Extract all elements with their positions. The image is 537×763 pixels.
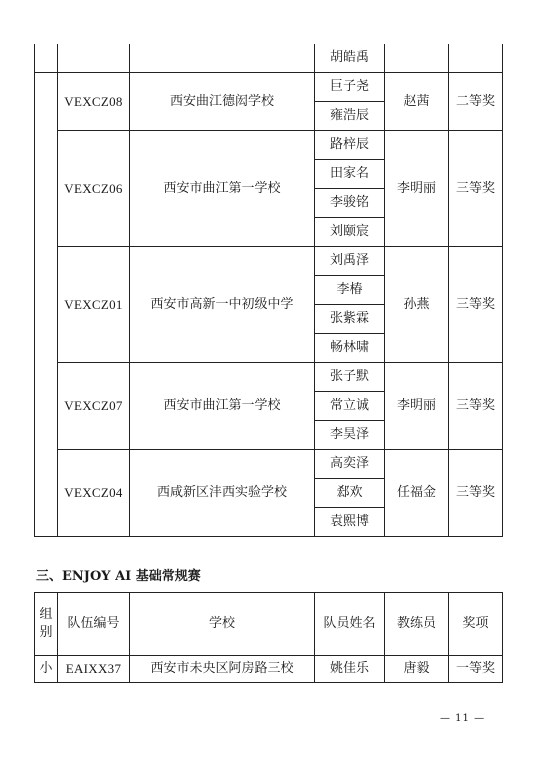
member-name: 常立诚 xyxy=(315,392,385,421)
coach-name: 赵茜 xyxy=(385,73,449,131)
award: 三等奖 xyxy=(449,247,503,363)
member-name: 巨子尧 xyxy=(315,73,385,102)
header-group: 组别 xyxy=(35,593,58,656)
member-name: 畅林啸 xyxy=(315,334,385,363)
header-coach: 教练员 xyxy=(385,593,449,656)
header-award: 奖项 xyxy=(449,593,503,656)
member-name: 姚佳乐 xyxy=(315,656,385,683)
team-code: VEXCZ01 xyxy=(58,247,130,363)
table-header-row xyxy=(35,593,503,656)
member-cell: 胡皓禹 xyxy=(315,44,385,73)
school-cell xyxy=(130,44,315,73)
member-name: 袁熙博 xyxy=(315,508,385,537)
coach-name: 孙燕 xyxy=(385,247,449,363)
member-name: 李椿 xyxy=(315,276,385,305)
table-row xyxy=(35,44,503,73)
team-code: VEXCZ07 xyxy=(58,363,130,450)
member-name: 雍浩辰 xyxy=(315,102,385,131)
code-cell xyxy=(58,44,130,73)
header-team-code: 队伍编号 xyxy=(58,593,130,656)
school-name: 西安市未央区阿房路三校 xyxy=(130,656,315,683)
award: 二等奖 xyxy=(449,73,503,131)
team-code: VEXCZ04 xyxy=(58,450,130,537)
group-cell xyxy=(35,73,58,537)
coach-name: 李明丽 xyxy=(385,131,449,247)
coach-name: 任福金 xyxy=(385,450,449,537)
school-name: 西安市高新一中初级中学 xyxy=(130,247,315,363)
header-members: 队员姓名 xyxy=(315,593,385,656)
page-number: — 11 — xyxy=(440,713,486,724)
member-name: 刘禹泽 xyxy=(315,247,385,276)
member-name: 路梓辰 xyxy=(315,131,385,160)
table-row xyxy=(35,131,503,160)
enjoy-ai-award-table xyxy=(34,592,503,683)
school-name: 西安市曲江第一学校 xyxy=(130,131,315,247)
team-code: VEXCZ06 xyxy=(58,131,130,247)
member-name: 张紫霖 xyxy=(315,305,385,334)
member-name: 李骏铭 xyxy=(315,189,385,218)
coach-cell xyxy=(385,44,449,73)
school-name: 西安曲江德闳学校 xyxy=(130,73,315,131)
member-name: 田家名 xyxy=(315,160,385,189)
group-cell xyxy=(35,44,58,73)
member-name: 张子默 xyxy=(315,363,385,392)
table-row xyxy=(35,73,503,102)
award: 三等奖 xyxy=(449,131,503,247)
award-table-continued xyxy=(34,44,503,537)
table-row xyxy=(35,247,503,276)
member-name: 李昊泽 xyxy=(315,421,385,450)
member-name: 刘颐宸 xyxy=(315,218,385,247)
award: 三等奖 xyxy=(449,363,503,450)
award: 一等奖 xyxy=(449,656,503,683)
school-name: 西咸新区沣西实验学校 xyxy=(130,450,315,537)
table-row xyxy=(35,363,503,392)
table-row xyxy=(35,450,503,479)
member-name: 郄欢 xyxy=(315,479,385,508)
award-cell xyxy=(449,44,503,73)
school-name: 西安市曲江第一学校 xyxy=(130,363,315,450)
group-cell: 小 xyxy=(35,656,58,683)
team-code: EAIXX37 xyxy=(58,656,130,683)
section-heading: 三、ENJOY AI 基础常规赛 xyxy=(36,569,201,584)
award: 三等奖 xyxy=(449,450,503,537)
coach-name: 李明丽 xyxy=(385,363,449,450)
member-name: 高奕泽 xyxy=(315,450,385,479)
team-code: VEXCZ08 xyxy=(58,73,130,131)
coach-name: 唐毅 xyxy=(385,656,449,683)
table-row xyxy=(35,656,503,683)
header-school: 学校 xyxy=(130,593,315,656)
